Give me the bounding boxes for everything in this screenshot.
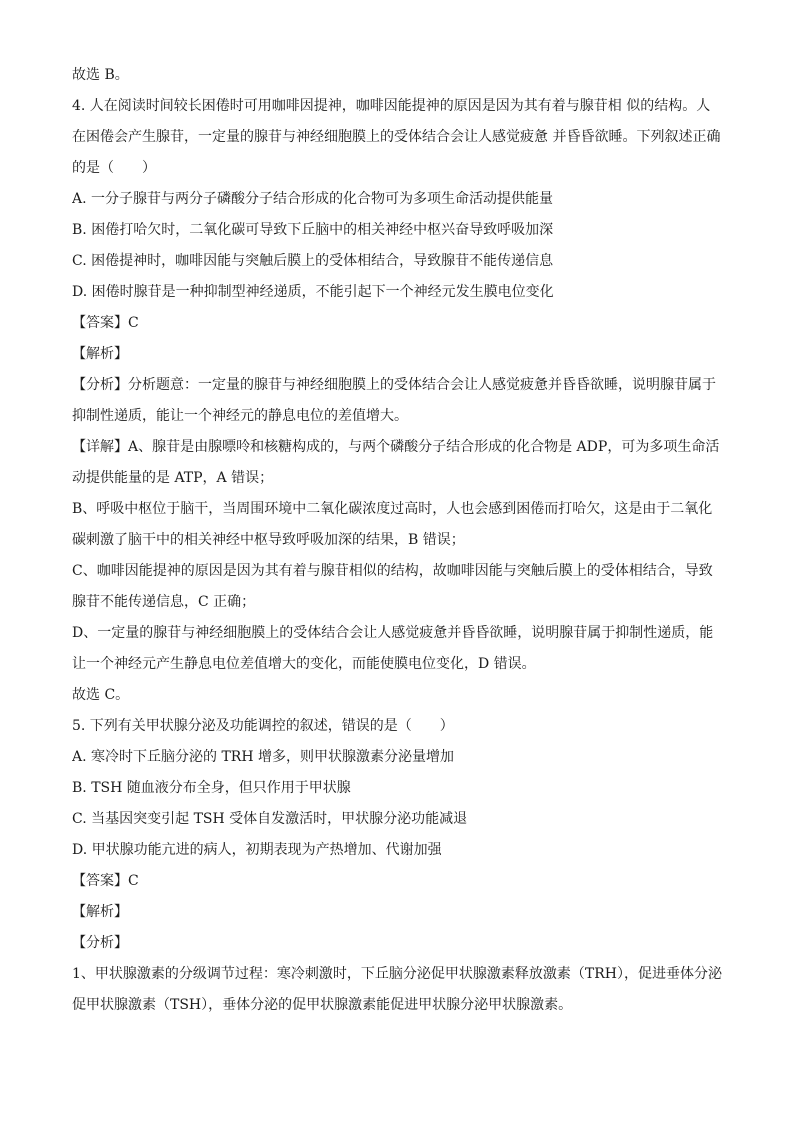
q4-option-d: D. 困倦时腺苷是一种抑制型神经递质，不能引起下一个神经元发生膜电位变化: [72, 284, 554, 300]
q5-option-c: C. 当基因突变引起 TSH 受体自发激活时，甲状腺分泌功能减退: [72, 811, 468, 827]
q5-stem: 5. 下列有关甲状腺分泌及功能调控的叙述，错误的是（ ）: [72, 718, 454, 734]
document-page: [72, 60, 722, 1021]
q5-point-1-line-2: 促甲状腺激素（TSH），垂体分泌的促甲状腺激素能促进甲状腺分泌甲状腺激素。: [72, 997, 573, 1013]
q5-answer: 【答案】C: [72, 873, 139, 889]
q5-option-b: B. TSH 随血液分布全身，但只作用于甲状腺: [72, 780, 351, 796]
q4-option-b: B. 困倦打哈欠时，二氧化碳可导致下丘脑中的相关神经中枢兴奋导致呼吸加深: [72, 222, 554, 238]
q4-detail-c-line-1: C、咖啡因能提神的原因是因为其有着与腺苷相似的结构，故咖啡因能与突触后膜上的受体相结合，导致: [72, 563, 713, 579]
q4-detail-c-line-2: 腺苷不能传递信息，C 正确；: [72, 594, 256, 610]
q5-option-a: A. 寒冷时下丘脑分泌的 TRH 增多，则甲状腺激素分泌量增加: [72, 749, 454, 765]
q4-detail-a-line-1: 【详解】A、腺苷是由腺嘌呤和核糖构成的，与两个磷酸分子结合形成的化合物是 ADP，可为多项生命活: [72, 439, 720, 455]
previous-conclusion: 故选 B。: [72, 67, 129, 83]
q4-detail-b-line-2: 碳刺激了脑干中的相关神经中枢导致呼吸加深的结果，B 错误；: [72, 532, 465, 548]
q4-conclusion: 故选 C。: [72, 687, 130, 703]
q5-analysis-heading: 【解析】: [72, 904, 128, 920]
q4-stem-line-2: 在困倦会产生腺苷，一定量的腺苷与神经细胞膜上的受体结合会让人感觉疲惫 并昏昏欲睡。下列叙述正确: [72, 129, 721, 145]
q4-option-c: C. 困倦提神时，咖啡因能与突触后膜上的受体相结合，导致腺苷不能传递信息: [72, 253, 554, 269]
q4-detail-b-line-1: B、呼吸中枢位于脑干，当周围环境中二氧化碳浓度过高时，人也会感到困倦而打哈欠，这是由于二氧化: [72, 501, 713, 517]
q4-analysis-heading: 【解析】: [72, 346, 128, 362]
q5-option-d: D. 甲状腺功能亢进的病人，初期表现为产热增加、代谢加强: [72, 842, 442, 858]
q4-analysis-line-2: 抑制性递质，能让一个神经元的静息电位的差值增大。: [72, 408, 408, 424]
q4-detail-d-line-1: D、一定量的腺苷与神经细胞膜上的受体结合会让人感觉疲惫并昏昏欲睡，说明腺苷属于抑制性递质，能: [72, 625, 714, 641]
q4-detail-a-line-2: 动提供能量的是 ATP，A 错误；: [72, 470, 274, 486]
q4-stem-line-1: 4. 人在阅读时间较长困倦时可用咖啡因提神，咖啡因能提神的原因是因为其有着与腺苷相 似的结构。人: [72, 98, 711, 114]
q5-analysis-label: 【分析】: [72, 935, 128, 951]
q4-analysis-line-1: 【分析】分析题意：一定量的腺苷与神经细胞膜上的受体结合会让人感觉疲惫并昏昏欲睡，说明腺苷属于: [72, 377, 716, 393]
q5-point-1-line-1: 1、甲状腺激素的分级调节过程：寒冷刺激时，下丘脑分泌促甲状腺激素释放激素（TRH），促进垂体分泌: [72, 966, 722, 982]
q4-stem-line-3: 的是（ ）: [72, 160, 156, 176]
q4-detail-d-line-2: 让一个神经元产生静息电位差值增大的变化，而能使膜电位变化，D 错误。: [72, 656, 536, 672]
q4-answer: 【答案】C: [72, 315, 139, 331]
q4-option-a: A. 一分子腺苷与两分子磷酸分子结合形成的化合物可为多项生命活动提供能量: [72, 191, 554, 207]
